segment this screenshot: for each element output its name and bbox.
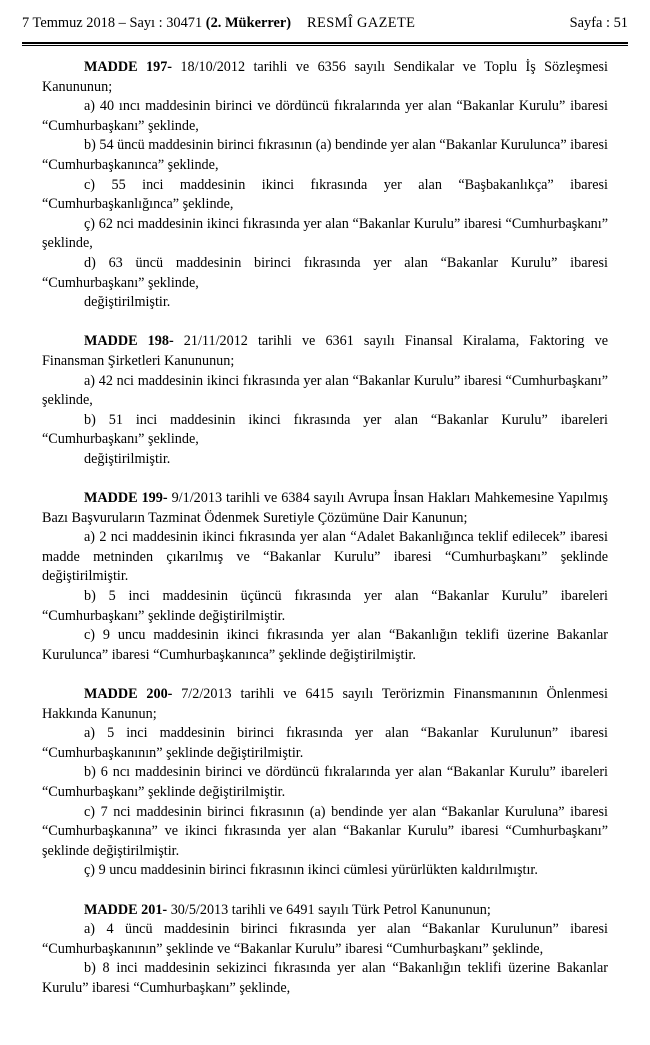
header-rule-line-bottom — [22, 45, 628, 46]
article-clause: c) 55 inci maddesinin ikinci fıkrasında yer alan “Başbakanlıkça” ibaresi “Cumhurbaşkanlığınca” şeklinde, — [42, 176, 608, 213]
gazette-title: RESMÎ GAZETE — [307, 15, 416, 31]
paragraph-gap — [42, 665, 608, 685]
article-madde-201 — [42, 901, 608, 999]
article-heading-paragraph — [42, 901, 608, 921]
article-clause: b) 8 inci maddesinin sekizinci fıkrasında yer alan “Bakanlığın teklifi üzerine Bakanlar Kurulu” ibaresi “Cumhurbaşkanı” şeklinde, — [42, 960, 608, 996]
article-clause: c) 7 nci maddesinin birinci fıkrasının (a) bendinde yer alan “Bakanlar Kuruluna” ibaresi “Cumhurbaşkanına” ve ikinci fıkrasında yer alan “Bakanlar Kurulu” ibaresi “Cumhurbaşkanı” şeklinde değiştirilmiştir. — [42, 803, 608, 859]
header-rule-line-top — [22, 42, 628, 44]
article-clause: ç) 9 uncu maddesinin birinci fıkrasının ikinci cümlesi yürürlükten kaldırılmıştır. — [84, 862, 538, 879]
issue-date-number — [22, 16, 291, 30]
article-clause: d) 63 üncü maddesinin birinci fıkrasında yer alan “Bakanlar Kurulu” ibaresi “Cumhurbaşkanı” şeklinde, — [42, 254, 608, 291]
article-label: MADDE 197- — [84, 59, 173, 75]
article-clause: a) 40 ıncı maddesinin birinci ve dördüncü fıkralarında yer alan “Bakanlar Kurulu” ibaresi “Cumhurbaşkanı” şeklinde, — [42, 98, 608, 134]
article-clause: ç) 62 nci maddesinin ikinci fıkrasında yer alan “Bakanlar Kurulu” ibaresi “Cumhurbaşkanı” şeklinde, — [42, 215, 608, 252]
article-madde-199 — [42, 489, 608, 665]
article-clause: c) 9 uncu maddesinin ikinci fıkrasında yer alan “Bakanlığın teklifi üzerine Bakanlar Kurulunca” ibaresi “Cumhurbaşkanınca” şeklinde değiştirilmiştir. — [42, 627, 608, 663]
article-heading-paragraph — [42, 489, 608, 528]
article-label: MADDE 198- — [84, 333, 174, 350]
paragraph-gap — [42, 469, 608, 489]
article-clause: b) 54 üncü maddesinin birinci fıkrasının (a) bendinde yer alan “Bakanlar Kurulunca” ibaresi “Cumhurbaşkanınca” şeklinde, — [42, 137, 608, 173]
article-madde-200 — [42, 685, 608, 881]
article-clause: b) 5 inci maddesinin üçüncü fıkrasında yer alan “Bakanlar Kurulu” ibareleri “Cumhurbaşkanı” şeklinde değiştirilmiştir. — [42, 588, 608, 624]
article-clause: a) 4 üncü maddesinin birinci fıkrasında yer alan “Bakanlar Kurulunun” ibaresi “Cumhurbaşkanının” şeklinde ve “Bakanlar Kurulu” ibaresi “Cumhurbaşkanı” şeklinde, — [42, 921, 608, 957]
article-closing: değiştirilmiştir. — [84, 450, 171, 467]
page-running-header — [22, 16, 628, 40]
article-intro-text: 9/1/2013 tarihli ve 6384 sayılı Avrupa İnsan Hakları Mahkemesine Yapılmış Bazı Başvuruların Tazminat Ödenmek Suretiyle Çözümüne Dair Kanunun; — [42, 490, 608, 526]
article-label: MADDE 199- — [84, 490, 168, 507]
article-clause: a) 42 nci maddesinin ikinci fıkrasında yer alan “Bakanlar Kurulu” ibaresi “Cumhurbaşkanı” şeklinde, — [42, 372, 608, 409]
article-intro-text: 18/10/2012 tarihli ve 6356 sayılı Sendikalar ve Toplu İş Sözleşmesi Kanununun; — [42, 59, 608, 95]
article-clause: b) 51 inci maddesinin ikinci fıkrasında yer alan “Bakanlar Kurulu” ibareleri “Cumhurbaşkanı” şeklinde, — [42, 411, 608, 448]
paragraph-gap — [42, 881, 608, 901]
paragraph-gap — [42, 313, 608, 333]
article-madde-198 — [42, 332, 608, 469]
header-divider-rule — [22, 42, 628, 46]
article-heading-paragraph — [42, 332, 608, 371]
article-intro-text: 30/5/2013 tarihli ve 6491 sayılı Türk Petrol Kanununun; — [167, 901, 491, 918]
issue-date-number-text: 7 Temmuz 2018 – Sayı : 30471 — [22, 15, 206, 31]
article-label: MADDE 200- — [84, 686, 173, 702]
article-clause: b) 6 ncı maddesinin birinci ve dördüncü fıkralarında yer alan “Bakanlar Kurulu” ibareleri “Cumhurbaşkanı” şeklinde değiştirilmiştir. — [42, 764, 608, 800]
article-closing: değiştirilmiştir. — [84, 294, 171, 311]
article-clause: a) 2 nci maddesinin ikinci fıkrasında yer alan “Adalet Bakanlığınca teklif edilecek” ibaresi madde metninden çıkarılmış ve “Bakanlar Kurulu” ibaresi “Cumhurbaşkanı” şeklinde değiştirilmiştir. — [42, 529, 608, 585]
article-label: MADDE 201- — [84, 901, 168, 918]
article-heading-paragraph — [42, 58, 608, 97]
issue-mukerrer-note: (2. Mükerrer) — [205, 15, 292, 31]
article-intro-text: 7/2/2013 tarihli ve 6415 sayılı Terörizmin Finansmanının Önlenmesi Hakkında Kanunun; — [42, 686, 608, 722]
article-clause: a) 5 inci maddesinin birinci fıkrasında yer alan “Bakanlar Kurulunun” ibaresi “Cumhurbaşkanının” şeklinde değiştirilmiştir. — [42, 725, 608, 761]
article-madde-197 — [42, 58, 608, 313]
page-number-label: Sayfa : 51 — [569, 15, 628, 31]
article-intro-text: 21/11/2012 tarihli ve 6361 sayılı Finansal Kiralama, Faktoring ve Finansman Şirketleri Kanununun; — [42, 333, 608, 369]
document-body — [42, 58, 608, 999]
article-heading-paragraph — [42, 685, 608, 724]
